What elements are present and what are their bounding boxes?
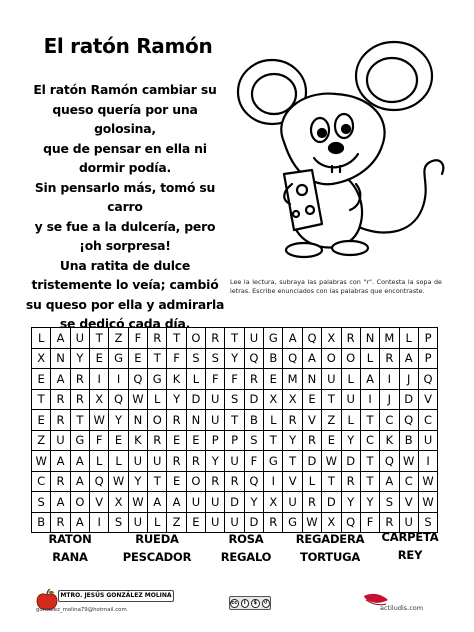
grid-cell: U — [206, 410, 225, 431]
grid-cell: R — [244, 369, 263, 390]
grid-cell: Q — [380, 451, 399, 472]
poem-line: que de pensar en ella ni — [43, 140, 207, 156]
grid-cell: Y — [70, 348, 89, 369]
word-item: ROSA — [228, 532, 264, 546]
grid-cell: E — [128, 348, 147, 369]
grid-cell: C — [380, 410, 399, 431]
grid-cell: Z — [167, 512, 186, 533]
grid-row — [32, 451, 438, 472]
grid-cell: W — [322, 451, 341, 472]
grid-cell: L — [32, 328, 51, 349]
grid-cell: S — [186, 348, 205, 369]
grid-cell: P — [225, 430, 244, 451]
grid-cell: R — [148, 328, 167, 349]
grid-cell: W — [128, 389, 147, 410]
grid-cell: R — [51, 471, 70, 492]
grid-cell: R — [167, 451, 186, 472]
page-title: El ratón Ramón — [43, 34, 213, 58]
grid-cell: Y — [360, 492, 379, 513]
grid-cell: D — [225, 492, 244, 513]
grid-cell: F — [90, 430, 109, 451]
grid-cell: N — [302, 369, 321, 390]
grid-cell: X — [90, 389, 109, 410]
grid-cell: Y — [225, 348, 244, 369]
grid-cell: A — [360, 369, 379, 390]
grid-cell: L — [148, 512, 167, 533]
grid-cell: A — [51, 451, 70, 472]
word-item: RUEDA — [135, 532, 179, 546]
grid-cell: X — [283, 389, 302, 410]
grid-cell: M — [380, 328, 399, 349]
grid-cell: U — [225, 512, 244, 533]
grid-cell: G — [264, 328, 283, 349]
grid-cell: Y — [128, 471, 147, 492]
poem-line: su queso por ella y admirarla — [25, 296, 225, 312]
cc-license-icon — [229, 596, 271, 610]
grid-cell: T — [283, 451, 302, 472]
cc-icon: cc — [231, 599, 238, 606]
grid-cell: D — [244, 389, 263, 410]
grid-cell: Q — [128, 369, 147, 390]
grid-cell: T — [148, 348, 167, 369]
grid-cell: F — [244, 451, 263, 472]
grid-cell: W — [418, 492, 437, 513]
grid-cell: V — [302, 410, 321, 431]
grid-cell: E — [109, 430, 128, 451]
poem-line: Sin pensarlo más, tomó su — [34, 179, 216, 195]
grid-cell: U — [225, 451, 244, 472]
grid-cell: A — [70, 451, 89, 472]
grid-cell: O — [70, 492, 89, 513]
grid-cell: C — [399, 471, 418, 492]
grid-cell: X — [32, 348, 51, 369]
grid-cell: I — [90, 369, 109, 390]
grid-cell: T — [264, 430, 283, 451]
grid-cell: T — [322, 471, 341, 492]
grid-cell: M — [283, 369, 302, 390]
grid-cell: N — [360, 328, 379, 349]
poem-line: dormir podía. — [78, 160, 172, 175]
grid-cell: T — [167, 328, 186, 349]
grid-cell: W — [302, 512, 321, 533]
grid-cell: K — [128, 430, 147, 451]
grid-cell: D — [341, 451, 360, 472]
grid-cell: Q — [302, 328, 321, 349]
grid-cell: A — [51, 328, 70, 349]
grid-cell: G — [283, 512, 302, 533]
grid-cell: P — [418, 348, 437, 369]
grid-cell: D — [186, 389, 205, 410]
grid-cell: Z — [322, 410, 341, 431]
grid-cell: R — [302, 430, 321, 451]
grid-cell: I — [360, 389, 379, 410]
poem-line: y se fue a la dulcería, pero — [34, 218, 216, 234]
grid-cell: L — [341, 410, 360, 431]
grid-cell: S — [380, 492, 399, 513]
grid-cell: D — [244, 512, 263, 533]
word-item: CARPETA — [381, 530, 439, 544]
grid-cell: L — [264, 410, 283, 431]
grid-cell: A — [399, 348, 418, 369]
word-item: PESCADOR — [122, 550, 192, 564]
grid-cell: Q — [244, 471, 263, 492]
grid-cell: S — [418, 512, 437, 533]
grid-cell: O — [341, 348, 360, 369]
grid-cell: B — [399, 430, 418, 451]
grid-row — [32, 430, 438, 451]
grid-cell: U — [244, 328, 263, 349]
grid-cell: B — [264, 348, 283, 369]
grid-cell: S — [109, 512, 128, 533]
grid-cell: R — [51, 410, 70, 431]
grid-cell: N — [51, 348, 70, 369]
grid-cell: Y — [167, 389, 186, 410]
grid-cell: Y — [341, 430, 360, 451]
grid-cell: E — [32, 410, 51, 431]
word-item: REGALO — [220, 550, 272, 564]
grid-cell: I — [90, 512, 109, 533]
grid-cell: Q — [109, 389, 128, 410]
poem-line: ¡oh sorpresa! — [79, 238, 171, 253]
grid-cell: U — [206, 512, 225, 533]
grid-cell: L — [148, 389, 167, 410]
grid-cell: W — [109, 471, 128, 492]
grid-cell: D — [399, 389, 418, 410]
grid-cell: L — [302, 471, 321, 492]
grid-cell: A — [51, 369, 70, 390]
grid-cell: F — [225, 369, 244, 390]
grid-cell: A — [70, 471, 89, 492]
sa-icon: ↺ — [262, 599, 271, 608]
grid-cell: D — [302, 451, 321, 472]
grid-cell: T — [90, 328, 109, 349]
mouse-illustration — [232, 34, 462, 272]
grid-cell: T — [225, 328, 244, 349]
grid-cell: V — [90, 492, 109, 513]
nc-icon: $ — [251, 599, 260, 608]
grid-cell: P — [418, 328, 437, 349]
grid-cell: U — [322, 369, 341, 390]
grid-cell: T — [148, 471, 167, 492]
brand-url: actiludis.com — [380, 604, 424, 612]
grid-cell: E — [302, 389, 321, 410]
grid-cell: W — [128, 492, 147, 513]
grid-row — [32, 389, 438, 410]
grid-cell: V — [399, 492, 418, 513]
grid-cell: X — [322, 512, 341, 533]
grid-cell: S — [206, 348, 225, 369]
grid-cell: V — [418, 389, 437, 410]
grid-row — [32, 492, 438, 513]
grid-cell: U — [399, 512, 418, 533]
grid-cell: O — [322, 348, 341, 369]
grid-cell: L — [360, 348, 379, 369]
grid-cell: T — [225, 410, 244, 431]
grid-cell: P — [206, 430, 225, 451]
grid-cell: N — [186, 410, 205, 431]
grid-cell: F — [128, 328, 147, 349]
grid-cell: U — [206, 492, 225, 513]
grid-cell: W — [418, 471, 437, 492]
grid-cell: N — [128, 410, 147, 431]
grid-cell: U — [70, 328, 89, 349]
grid-cell: T — [360, 410, 379, 431]
grid-cell: G — [148, 369, 167, 390]
grid-cell: Q — [341, 512, 360, 533]
grid-cell: I — [418, 451, 437, 472]
actiludis-logo-icon — [358, 590, 448, 616]
grid-cell: Q — [399, 410, 418, 431]
grid-row — [32, 369, 438, 390]
grid-cell: L — [341, 369, 360, 390]
grid-cell: B — [32, 512, 51, 533]
word-search-grid — [31, 327, 438, 533]
grid-cell: F — [360, 512, 379, 533]
grid-cell: C — [32, 471, 51, 492]
word-list — [20, 532, 460, 572]
grid-cell: L — [399, 328, 418, 349]
grid-cell: R — [380, 348, 399, 369]
poem-line: carro — [107, 199, 143, 214]
grid-cell: T — [360, 451, 379, 472]
grid-cell: R — [264, 512, 283, 533]
grid-cell: T — [70, 410, 89, 431]
grid-cell: X — [264, 389, 283, 410]
grid-cell: E — [186, 512, 205, 533]
grid-cell: W — [90, 410, 109, 431]
grid-row — [32, 471, 438, 492]
grid-cell: A — [51, 492, 70, 513]
grid-cell: R — [186, 451, 205, 472]
grid-cell: A — [380, 471, 399, 492]
grid-cell: I — [380, 369, 399, 390]
grid-cell: U — [418, 430, 437, 451]
grid-cell: O — [186, 471, 205, 492]
grid-cell: T — [32, 389, 51, 410]
grid-cell: E — [32, 369, 51, 390]
grid-cell: Y — [283, 430, 302, 451]
grid-cell: Q — [90, 471, 109, 492]
grid-cell: L — [186, 369, 205, 390]
grid-row — [32, 410, 438, 431]
grid-cell: U — [186, 492, 205, 513]
grid-cell: W — [32, 451, 51, 472]
grid-cell: G — [109, 348, 128, 369]
grid-cell: A — [148, 492, 167, 513]
grid-cell: U — [341, 389, 360, 410]
grid-cell: R — [51, 389, 70, 410]
grid-cell: Q — [418, 369, 437, 390]
poem-line: El ratón Ramón cambiar su — [33, 82, 217, 97]
grid-cell: E — [264, 369, 283, 390]
grid-cell: I — [109, 369, 128, 390]
grid-row — [32, 348, 438, 369]
grid-cell: E — [186, 430, 205, 451]
author-email: gonzalez_molina79@hotmail.com — [36, 607, 127, 613]
poem-line: golosina, — [94, 121, 156, 136]
grid-cell: L — [90, 451, 109, 472]
grid-cell: R — [225, 471, 244, 492]
grid-cell: K — [167, 369, 186, 390]
grid-cell: U — [128, 451, 147, 472]
author-name: MTRO. JESÚS GONZÁLEZ MOLINA — [58, 590, 174, 602]
grid-cell: F — [167, 348, 186, 369]
grid-cell: C — [418, 410, 437, 431]
grid-cell: X — [322, 328, 341, 349]
grid-cell: X — [264, 492, 283, 513]
grid-cell: T — [322, 389, 341, 410]
grid-cell: I — [264, 471, 283, 492]
grid-cell: R — [341, 328, 360, 349]
by-icon: i — [241, 599, 250, 608]
grid-cell: U — [148, 451, 167, 472]
grid-cell: U — [128, 512, 147, 533]
poem — [18, 80, 232, 334]
grid-cell: R — [283, 410, 302, 431]
grid-cell: A — [283, 328, 302, 349]
word-item: TORTUGA — [299, 550, 361, 564]
grid-row — [32, 328, 438, 349]
poem-line: queso quería por una — [52, 101, 198, 117]
grid-cell: R — [167, 410, 186, 431]
grid-cell: Y — [244, 492, 263, 513]
grid-cell: Z — [32, 430, 51, 451]
grid-cell: S — [225, 389, 244, 410]
poem-line: tristemente lo veía; cambió — [31, 277, 219, 292]
grid-cell: U — [206, 389, 225, 410]
grid-cell: S — [32, 492, 51, 513]
grid-cell: O — [186, 328, 205, 349]
grid-cell: J — [399, 369, 418, 390]
grid-cell: R — [70, 389, 89, 410]
grid-cell: W — [399, 451, 418, 472]
grid-cell: R — [206, 328, 225, 349]
grid-cell: Y — [341, 492, 360, 513]
grid-cell: G — [70, 430, 89, 451]
grid-cell: T — [360, 471, 379, 492]
grid-cell: A — [167, 492, 186, 513]
grid-cell: L — [109, 451, 128, 472]
grid-cell: R — [302, 492, 321, 513]
word-item: REGADERA — [295, 532, 365, 546]
grid-cell: E — [167, 471, 186, 492]
grid-cell: X — [109, 492, 128, 513]
grid-cell: R — [341, 471, 360, 492]
grid-cell: R — [70, 369, 89, 390]
grid-cell: C — [360, 430, 379, 451]
grid-cell: Z — [109, 328, 128, 349]
grid-cell: R — [380, 512, 399, 533]
grid-cell: U — [283, 492, 302, 513]
grid-cell: K — [380, 430, 399, 451]
grid-cell: A — [70, 512, 89, 533]
word-item: RATON — [48, 532, 92, 546]
instructions: Lee la lectura, subraya las palabras con "r". Contesta la sopa de letras. Escribe enunciados con las palabras que encontraste. — [230, 278, 442, 295]
grid-cell: S — [244, 430, 263, 451]
poem-line: se dedicó cada día. — [59, 316, 191, 331]
footer — [0, 580, 474, 632]
grid-cell: E — [90, 348, 109, 369]
grid-cell: O — [148, 410, 167, 431]
grid-cell: V — [283, 471, 302, 492]
grid-cell: R — [148, 430, 167, 451]
grid-cell: B — [244, 410, 263, 431]
grid-cell: E — [322, 430, 341, 451]
grid-cell: E — [167, 430, 186, 451]
grid-cell: Y — [109, 410, 128, 431]
grid-cell: R — [206, 471, 225, 492]
grid-cell: J — [380, 389, 399, 410]
grid-cell: R — [51, 512, 70, 533]
word-item: REY — [397, 548, 423, 562]
grid-cell: F — [206, 369, 225, 390]
grid-cell: U — [51, 430, 70, 451]
grid-cell: Q — [283, 348, 302, 369]
grid-cell: A — [302, 348, 321, 369]
grid-cell: D — [322, 492, 341, 513]
grid-cell: Y — [206, 451, 225, 472]
word-item: RANA — [52, 550, 88, 564]
grid-cell: G — [264, 451, 283, 472]
poem-line: Una ratita de dulce — [59, 257, 191, 273]
grid-cell: Q — [244, 348, 263, 369]
